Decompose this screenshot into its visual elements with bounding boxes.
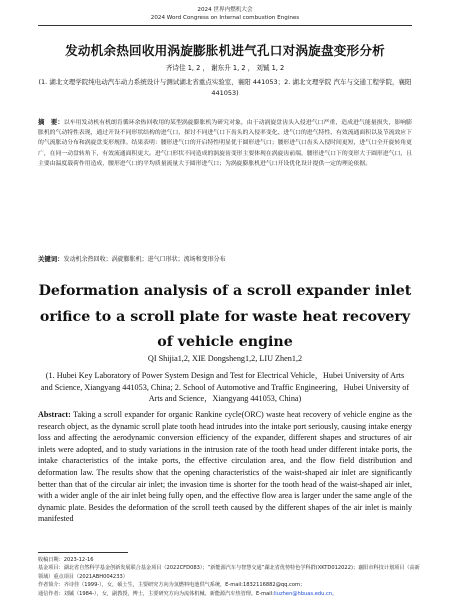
header-line-1: 2024 世界内燃机大会 — [197, 7, 253, 13]
english-title: Deformation analysis of a scroll expander inlet orifice to a scroll plate for waste heat recovery of vehicle engine — [38, 283, 412, 350]
running-header — [0, 6, 450, 22]
chinese-abstract-label: 摘 要： — [38, 118, 64, 126]
footnote-divider — [38, 552, 128, 553]
author-info-label: 作者简介： — [38, 582, 64, 589]
english-abstract — [38, 409, 412, 547]
corresponding-email-link[interactable]: liuzhen@hbuas.edu.cn。 — [273, 590, 338, 597]
english-abstract-label: Abstract: — [38, 410, 71, 419]
chinese-keywords-label: 关键词： — [38, 255, 64, 263]
corresponding-author-label: 通信作者： — [38, 590, 64, 597]
chinese-affiliation: (1. 湖北文理学院纯电动汽车动力系统设计与测试湖北省重点实验室，襄阳 441053；2. 湖北文理学院 汽车与交通工程学院，襄阳 441053) — [38, 78, 412, 97]
chinese-authors: 齐诗佳 1, 2 ， 谢东升 1, 2 ， 刘铖 1, 2 — [165, 64, 285, 72]
chinese-abstract — [38, 117, 412, 169]
author-info-text: 齐诗佳（1999-），女，硕士生，主要研究方向为氢燃料电池供气系统，E-mail:1832116882@qq.com； — [63, 582, 306, 589]
english-affiliation: (1. Hubei Key Laboratory of Power System Design and Test for Electrical Vehicle，Hubei University of Arts and Science, Xiangyang 441053, China; 2. School of Automotive and Traffic Engineering，Hubei University of Arts and Science，Xiangyang 441053, China) — [40, 371, 410, 403]
corresponding-author-text: 刘铖（1984-），女，副教授，博士，主要研究方向为流体机械、新能源汽车热管理。E-mail: — [63, 590, 274, 597]
author-info — [38, 581, 420, 589]
header-line-2: 2024 Word Congress on Internal combustion Engines — [150, 15, 300, 21]
header-divider — [38, 25, 412, 26]
chinese-keywords — [38, 254, 412, 265]
english-abstract-text: Taking a scroll expander for organic Rankine cycle(ORC) waste heat recovery of vehicle engine as the research object, as the dynamic scroll plate tooth head intrudes into the intake port seriously, causing intake energy loss and affecting the aerodynamic conversion efficiency of the expander, different shapes and structures of air inlets were adopted, and to study variations in the intrusion rate of the tooth head under different intake ports, the intake characteristics of the intake ports, the effective circulation area, and the flow field distribution and deformation law. The results show that the opening characteristics of the waist-shaped air inlet are significantly better than that of the circular air inlet; the invasion time is shorter for the tooth head of the waist-shaped air inlet, with a wider angle of the air inlet being fully open, and the effective flow area is larger under the same angle of the dynamic plate. Besides the deformation of the scroll teeth caused by the different shapes of the air inlet is mainly manifested — [38, 410, 412, 524]
footnotes — [38, 556, 420, 598]
received-date: 收稿日期：2023-12-16 — [38, 557, 94, 563]
chinese-keywords-text: 发动机余热回收；涡旋膨胀机；进气口形状；流场和变形分布 — [63, 256, 226, 263]
corresponding-author — [38, 590, 420, 598]
fund-info: 基金项目：湖北省自然科学基金创新发展联合基金项目（2022CFD083）；“新能源汽车与智慧交通”湖北省优势特色学科群(XKTD012022)；襄阳市科技计划项目（高新领域）重点项目（2021ABH004233） — [38, 565, 420, 580]
english-authors: QI Shijia1,2, XIE Dongsheng1,2, LIU Zhen1,2 — [147, 354, 303, 363]
chinese-title: 发动机余热回收用涡旋膨胀机进气孔口对涡旋盘变形分析 — [65, 43, 385, 58]
chinese-abstract-text: 以车用发动机有机朗肯循环余热回收用的某型涡旋膨胀机为研究对象，由于动涡旋盘齿头入侵进气口严重，造成进气能量损失，影响膨胀机的气动特性表现，通过开设不同形状结构的进气口，探讨不同进气口下齿头的入侵率变化、进气口的进气特性、有效流通面积以及节流效应下的气流胀动分布和涡旋盘变形规律。结果表明：腰形进气口的开启特性明显优于圆形进气口；腰形进气口齿头入侵时间更短，进气口全开旋转角更广，在同一动盘转角下，有效流通面积更大。进气口形状不同造成的涡旋齿变形主要体现在涡旋齿前端，腰形进气口下的变形大于圆形进气口，且主要由温度载荷作用造成，腰形进气口的平均质量流量大于圆形进气口；为涡旋膨胀机进气口开设优化设计提供一定的理论依据。 — [38, 120, 413, 167]
